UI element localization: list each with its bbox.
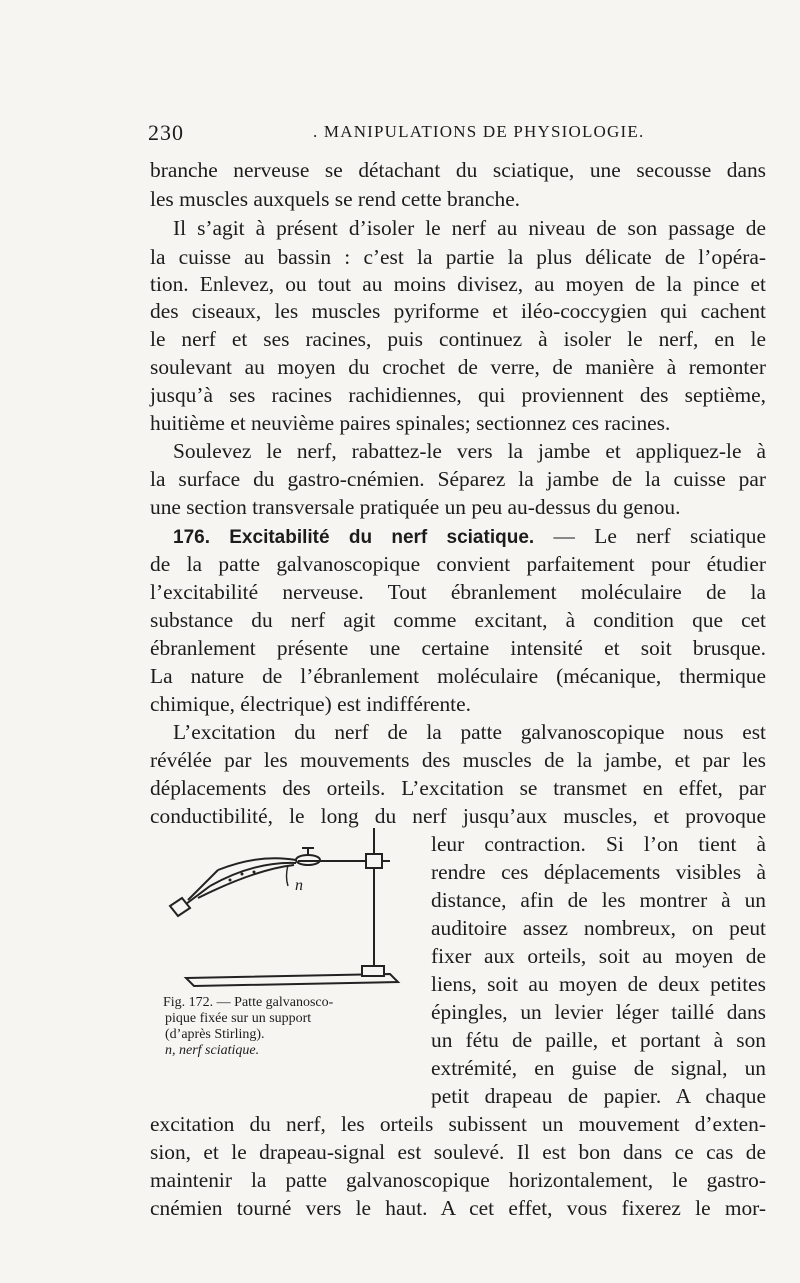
text-line: fixer aux orteils, soit au moyen de (431, 944, 766, 968)
text-line: le nerf et ses racines, puis continuez à isoler le nerf, en le (150, 327, 766, 351)
text-line: tion. Enlevez, ou tout au moins divisez, au moyen de la pince et (150, 272, 766, 296)
page-number: 230 (148, 120, 184, 145)
text-line: la cuisse au bassin : c’est la partie la plus délicate de l’opéra- (150, 245, 766, 269)
page-header (148, 116, 768, 146)
text-line: La nature de l’ébranlement moléculaire (mécanique, thermique (150, 664, 766, 688)
figure-172 (158, 828, 420, 1008)
text-line: distance, afin de les montrer à un (431, 888, 766, 912)
text-line: une section transversale pratiquée un peu au-dessus du genou. (150, 495, 681, 519)
text-line: huitième et neuvième paires spinales; sectionnez ces racines. (150, 411, 671, 435)
text-line: des ciseaux, les muscles pyriforme et iléo-coccygien qui cachent (150, 299, 766, 323)
text-line: maintenir la patte galvanoscopique horizontalement, le gastro- (150, 1168, 766, 1192)
text-line: branche nerveuse se détachant du sciatique, une secousse dans (150, 158, 766, 182)
caption-line: n, nerf sciatique. (165, 1043, 260, 1058)
text-line: petit drapeau de papier. A chaque (431, 1084, 766, 1108)
section-first-line: — Le nerf sciatique (553, 524, 766, 548)
text-line: liens, soit au moyen de deux petites (431, 972, 766, 996)
figure-caption (163, 995, 421, 1059)
figure-label-n: n (295, 877, 303, 894)
section-heading: 176. Excitabilité du nerf sciatique. (173, 527, 535, 548)
text-line: L’excitation du nerf de la patte galvanoscopique nous est (173, 720, 766, 744)
text-line: soulevant au moyen du crochet de verre, de manière à remonter (150, 355, 766, 379)
text-line: un fétu de paille, et portant à son (431, 1028, 766, 1052)
text-line: de la patte galvanoscopique convient parfaitement pour étudier (150, 552, 766, 576)
text-line: rendre ces déplacements visibles à (431, 860, 766, 884)
text-line: Il s’agit à présent d’isoler le nerf au niveau de son passage de (173, 216, 766, 240)
text-line: jusqu’à ses racines rachidiennes, qui proviennent des septième, (150, 383, 766, 407)
text-line: chimique, électrique) est indifférente. (150, 692, 471, 716)
running-title: . MANIPULATIONS DE PHYSIOLOGIE. (313, 122, 645, 141)
text-line: épingles, un levier léger taillé dans (431, 1000, 766, 1024)
text-line: extrémité, en guise de signal, un (431, 1056, 766, 1080)
section-heading-line (173, 522, 766, 550)
text-line: ébranlement présente une certaine intensité et soit brusque. (150, 636, 766, 660)
text-line: conductibilité, le long du nerf jusqu’aux muscles, et provoque (150, 804, 766, 828)
text-line: la surface du gastro-cnémien. Séparez la jambe de la cuisse par (150, 467, 766, 491)
caption-line: (d’après Stirling). (165, 1027, 265, 1042)
caption-line: pique fixée sur un support (165, 1011, 312, 1026)
text-line: leur contraction. Si l’on tient à (431, 832, 766, 856)
text-line: sion, et le drapeau-signal est soulevé. Il est bon dans ce cas de (150, 1140, 766, 1164)
text-line: cnémien tourné vers le haut. A cet effet, vous fixerez le mor- (150, 1196, 766, 1220)
galvanoscopic-leg-illustration (158, 828, 420, 998)
caption-line: Fig. 172. — Patte galvanosco- (163, 995, 334, 1010)
text-line: l’excitabilité nerveuse. Tout ébranlement moléculaire de la (150, 580, 766, 604)
text-line: substance du nerf agit comme excitant, à condition que cet (150, 608, 766, 632)
text-line: les muscles auxquels se rend cette branche. (150, 187, 521, 211)
text-line: excitation du nerf, les orteils subissent un mouvement d’exten- (150, 1112, 766, 1136)
text-line: déplacements des orteils. L’excitation se transmet en effet, par (150, 776, 766, 800)
text-line: révélée par les mouvements des muscles de la jambe, et par les (150, 748, 766, 772)
text-line: auditoire assez nombreux, on peut (431, 916, 766, 940)
text-line: Soulevez le nerf, rabattez-le vers la jambe et appliquez-le à (173, 439, 766, 463)
